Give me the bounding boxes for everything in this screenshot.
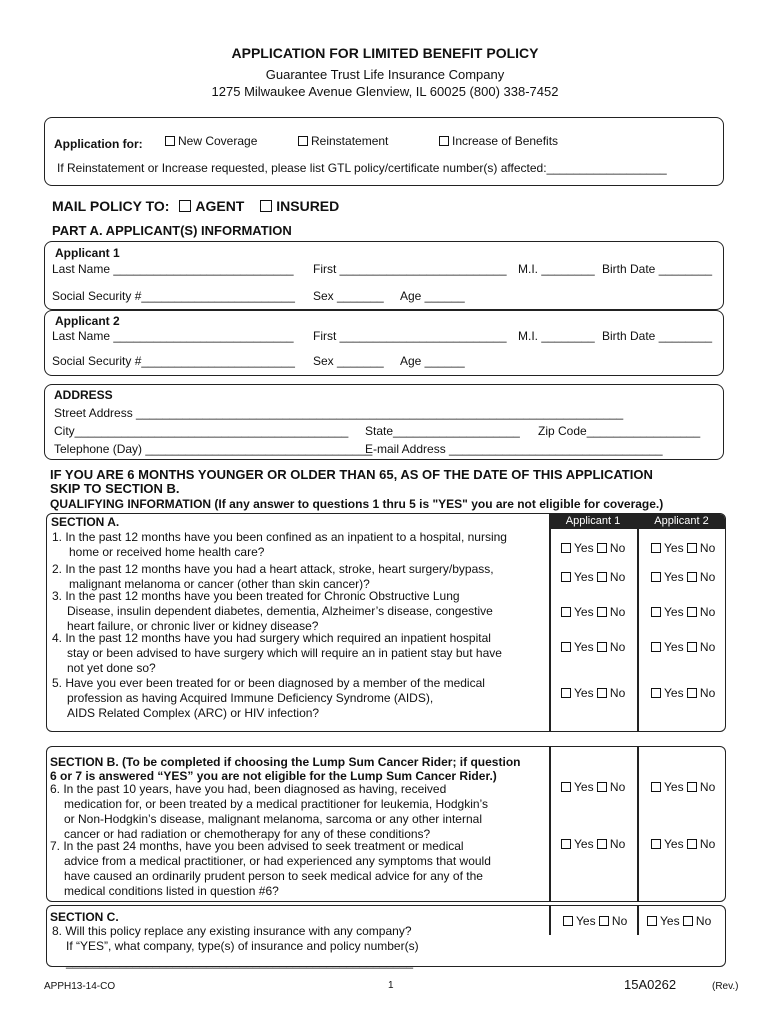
street-address-field[interactable]: Street Address _________________________________________________________________________ <box>54 406 624 420</box>
question-2: 2. In the past 12 months have you had a heart attack, stroke, heart surgery/bypass, malignant melanoma or cancer (other than skin cancer)? <box>52 562 494 591</box>
applicant1-last-name[interactable]: Last Name ___________________________ <box>52 262 294 276</box>
age-notice-line1: IF YOU ARE 6 MONTHS YOUNGER OR OLDER THAN 65, AS OF THE DATE OF THIS APPLICATION <box>50 467 653 482</box>
q8-applicant2-yes-no[interactable]: Yes No <box>647 914 711 928</box>
question-8: 8. Will this policy replace any existing insurance with any company? If “YES”, what company, type(s) of insurance and policy number(s) <box>52 924 419 953</box>
mail-policy-to: MAIL POLICY TO: AGENT INSURED <box>52 198 340 214</box>
new-coverage-option[interactable]: New Coverage <box>165 134 257 148</box>
company-name: Guarantee Trust Life Insurance Company <box>265 67 505 82</box>
applicant2-last-name[interactable]: Last Name ___________________________ <box>52 329 294 343</box>
checkbox-icon[interactable] <box>561 543 571 553</box>
agent-checkbox-icon[interactable] <box>179 200 191 212</box>
q4-applicant1-yes-no[interactable]: Yes No <box>561 640 625 654</box>
section-b-divider-2 <box>637 746 639 902</box>
q6-applicant1-yes-no[interactable]: Yes No <box>561 780 625 794</box>
qualifying-info: QUALIFYING INFORMATION (If any answer to questions 1 thru 5 is "YES" you are not eligible for coverage.) <box>50 497 664 511</box>
section-c-title: SECTION C. <box>50 910 119 924</box>
checkbox-icon[interactable] <box>651 782 661 792</box>
q1-applicant2-yes-no[interactable]: Yes No <box>651 541 715 555</box>
checkbox-icon[interactable] <box>687 642 697 652</box>
applicant2-age[interactable]: Age ______ <box>400 354 465 368</box>
checkbox-icon[interactable] <box>597 688 607 698</box>
city-field[interactable]: City_________________________________________ <box>54 424 349 438</box>
checkbox-icon[interactable] <box>597 607 607 617</box>
question-5: 5. Have you ever been treated for or been diagnosed by a member of the medical profession as having Acquired Immune Deficiency Syndrome (AIDS), AIDS Related Complex (ARC) or HIV infection? <box>52 676 485 720</box>
applicant1-mi[interactable]: M.I. ________ <box>518 262 595 276</box>
checkbox-icon[interactable] <box>561 782 571 792</box>
q2-applicant2-yes-no[interactable]: Yes No <box>651 570 715 584</box>
checkbox-icon[interactable] <box>651 688 661 698</box>
applicant1-sex[interactable]: Sex _______ <box>313 289 384 303</box>
form-number: 15A0262 <box>624 977 677 992</box>
q7-applicant2-yes-no[interactable]: Yes No <box>651 837 715 851</box>
checkbox-icon[interactable] <box>597 782 607 792</box>
checkbox-icon[interactable] <box>597 543 607 553</box>
part-a-title: PART A. APPLICANT(S) INFORMATION <box>52 223 292 238</box>
page-number: 1 <box>388 980 394 991</box>
checkbox-icon[interactable] <box>687 607 697 617</box>
revision-label: (Rev.) <box>712 981 739 992</box>
q2-applicant1-yes-no[interactable]: Yes No <box>561 570 625 584</box>
email-field[interactable]: E-mail Address ________________________________ <box>365 442 663 456</box>
q5-applicant1-yes-no[interactable]: Yes No <box>561 686 625 700</box>
checkbox-icon[interactable] <box>687 839 697 849</box>
q1-applicant1-yes-no[interactable]: Yes No <box>561 541 625 555</box>
insured-checkbox-icon[interactable] <box>260 200 272 212</box>
zip-code-field[interactable]: Zip Code_________________ <box>538 424 701 438</box>
applicant1-label: Applicant 1 <box>55 246 120 260</box>
state-field[interactable]: State___________________ <box>365 424 520 438</box>
applicant1-first-name[interactable]: First _________________________ <box>313 262 507 276</box>
checkbox-icon[interactable] <box>561 839 571 849</box>
company-address: 1275 Milwaukee Avenue Glenview, IL 60025 (800) 338-7452 <box>211 84 559 99</box>
checkbox-icon[interactable] <box>687 782 697 792</box>
checkbox-icon[interactable] <box>683 916 693 926</box>
question-6: 6. In the past 10 years, have you had, been diagnosed as having, received medication for, or been treated by a medical practitioner for leukemia, Hodgkin’s or Non-Hodgkin’s disease, malignant melanoma, sarcoma or any other internal cancer or had radiation or chemotherapy for any of these conditions? <box>50 782 489 841</box>
section-b-title-1: SECTION B. (To be completed if choosing the Lump Sum Cancer Rider; if question <box>50 755 521 769</box>
checkbox-icon[interactable] <box>687 572 697 582</box>
applicant2-first-name[interactable]: First _________________________ <box>313 329 507 343</box>
applicant1-age[interactable]: Age ______ <box>400 289 465 303</box>
question-1: 1. In the past 12 months have you been confined as an inpatient to a hospital, nursing home or received home health care? <box>52 530 507 559</box>
checkbox-icon[interactable] <box>439 136 449 146</box>
reinstatement-note[interactable]: If Reinstatement or Increase requested, please list GTL policy/certificate number(s) affected:__________________ <box>57 161 667 175</box>
checkbox-icon[interactable] <box>597 839 607 849</box>
applicant2-birth-date[interactable]: Birth Date ________ <box>602 329 713 343</box>
section-b-title-2: 6 or 7 is answered “YES” you are not eligible for the Lump Sum Cancer Rider.) <box>50 769 497 783</box>
checkbox-icon[interactable] <box>561 607 571 617</box>
applicant1-column-header: Applicant 1 <box>549 514 637 529</box>
applicant2-ssn[interactable]: Social Security #_______________________ <box>52 354 295 368</box>
applicant2-label: Applicant 2 <box>55 314 120 328</box>
checkbox-icon[interactable] <box>651 607 661 617</box>
checkbox-icon[interactable] <box>298 136 308 146</box>
age-notice-line2: SKIP TO SECTION B. <box>50 481 180 496</box>
question-7: 7. In the past 24 months, have you been advised to seek treatment or medical advice from a medical practitioner, or had experienced any symptoms that would have caused an ordinarily prudent person to seek medical advice for any of the medical conditions listed in question #6? <box>50 839 491 898</box>
q6-applicant2-yes-no[interactable]: Yes No <box>651 780 715 794</box>
q7-applicant1-yes-no[interactable]: Yes No <box>561 837 625 851</box>
checkbox-icon[interactable] <box>563 916 573 926</box>
application-for-box <box>44 117 724 186</box>
section-a-divider <box>549 513 551 732</box>
application-for-label: Application for: <box>54 137 143 151</box>
reinstatement-option[interactable]: Reinstatement <box>298 134 388 148</box>
checkbox-icon[interactable] <box>651 572 661 582</box>
checkbox-icon[interactable] <box>599 916 609 926</box>
q8-details-field[interactable]: ____________________________________________________ <box>66 955 414 969</box>
applicant1-ssn[interactable]: Social Security #_______________________ <box>52 289 295 303</box>
page-title: APPLICATION FOR LIMITED BENEFIT POLICY <box>231 45 539 61</box>
q3-applicant1-yes-no[interactable]: Yes No <box>561 605 625 619</box>
checkbox-icon[interactable] <box>687 688 697 698</box>
q5-applicant2-yes-no[interactable]: Yes No <box>651 686 715 700</box>
checkbox-icon[interactable] <box>597 642 607 652</box>
checkbox-icon[interactable] <box>561 572 571 582</box>
applicant2-column-header: Applicant 2 <box>638 514 725 529</box>
form-code: APPH13-14-CO <box>44 981 116 992</box>
section-a-divider-2 <box>637 513 639 732</box>
q3-applicant2-yes-no[interactable]: Yes No <box>651 605 715 619</box>
checkbox-icon[interactable] <box>561 642 571 652</box>
checkbox-icon[interactable] <box>647 916 657 926</box>
section-a-title: SECTION A. <box>51 515 120 529</box>
telephone-field[interactable]: Telephone (Day) __________________________________ <box>54 442 373 456</box>
section-c-divider-2 <box>637 905 639 935</box>
increase-benefits-option[interactable]: Increase of Benefits <box>439 134 558 148</box>
address-label: ADDRESS <box>54 388 113 402</box>
question-3: 3. In the past 12 months have you been treated for Chronic Obstructive Lung Disease, insulin dependent diabetes, dementia, Alzheimer’s disease, congestive heart failure, or chronic liver or kidney disease? <box>52 589 493 633</box>
section-c-divider <box>549 905 551 935</box>
checkbox-icon[interactable] <box>165 136 175 146</box>
checkbox-icon[interactable] <box>687 543 697 553</box>
q8-applicant1-yes-no[interactable]: Yes No <box>563 914 627 928</box>
checkbox-icon[interactable] <box>651 839 661 849</box>
checkbox-icon[interactable] <box>597 572 607 582</box>
checkbox-icon[interactable] <box>561 688 571 698</box>
applicant2-sex[interactable]: Sex _______ <box>313 354 384 368</box>
q4-applicant2-yes-no[interactable]: Yes No <box>651 640 715 654</box>
applicant1-birth-date[interactable]: Birth Date ________ <box>602 262 713 276</box>
section-b-divider <box>549 746 551 902</box>
applicant2-mi[interactable]: M.I. ________ <box>518 329 595 343</box>
checkbox-icon[interactable] <box>651 543 661 553</box>
question-4: 4. In the past 12 months have you had surgery which required an inpatient hospital stay or been advised to have surgery which will require an in patient stay but have not yet done so? <box>52 631 502 675</box>
checkbox-icon[interactable] <box>651 642 661 652</box>
